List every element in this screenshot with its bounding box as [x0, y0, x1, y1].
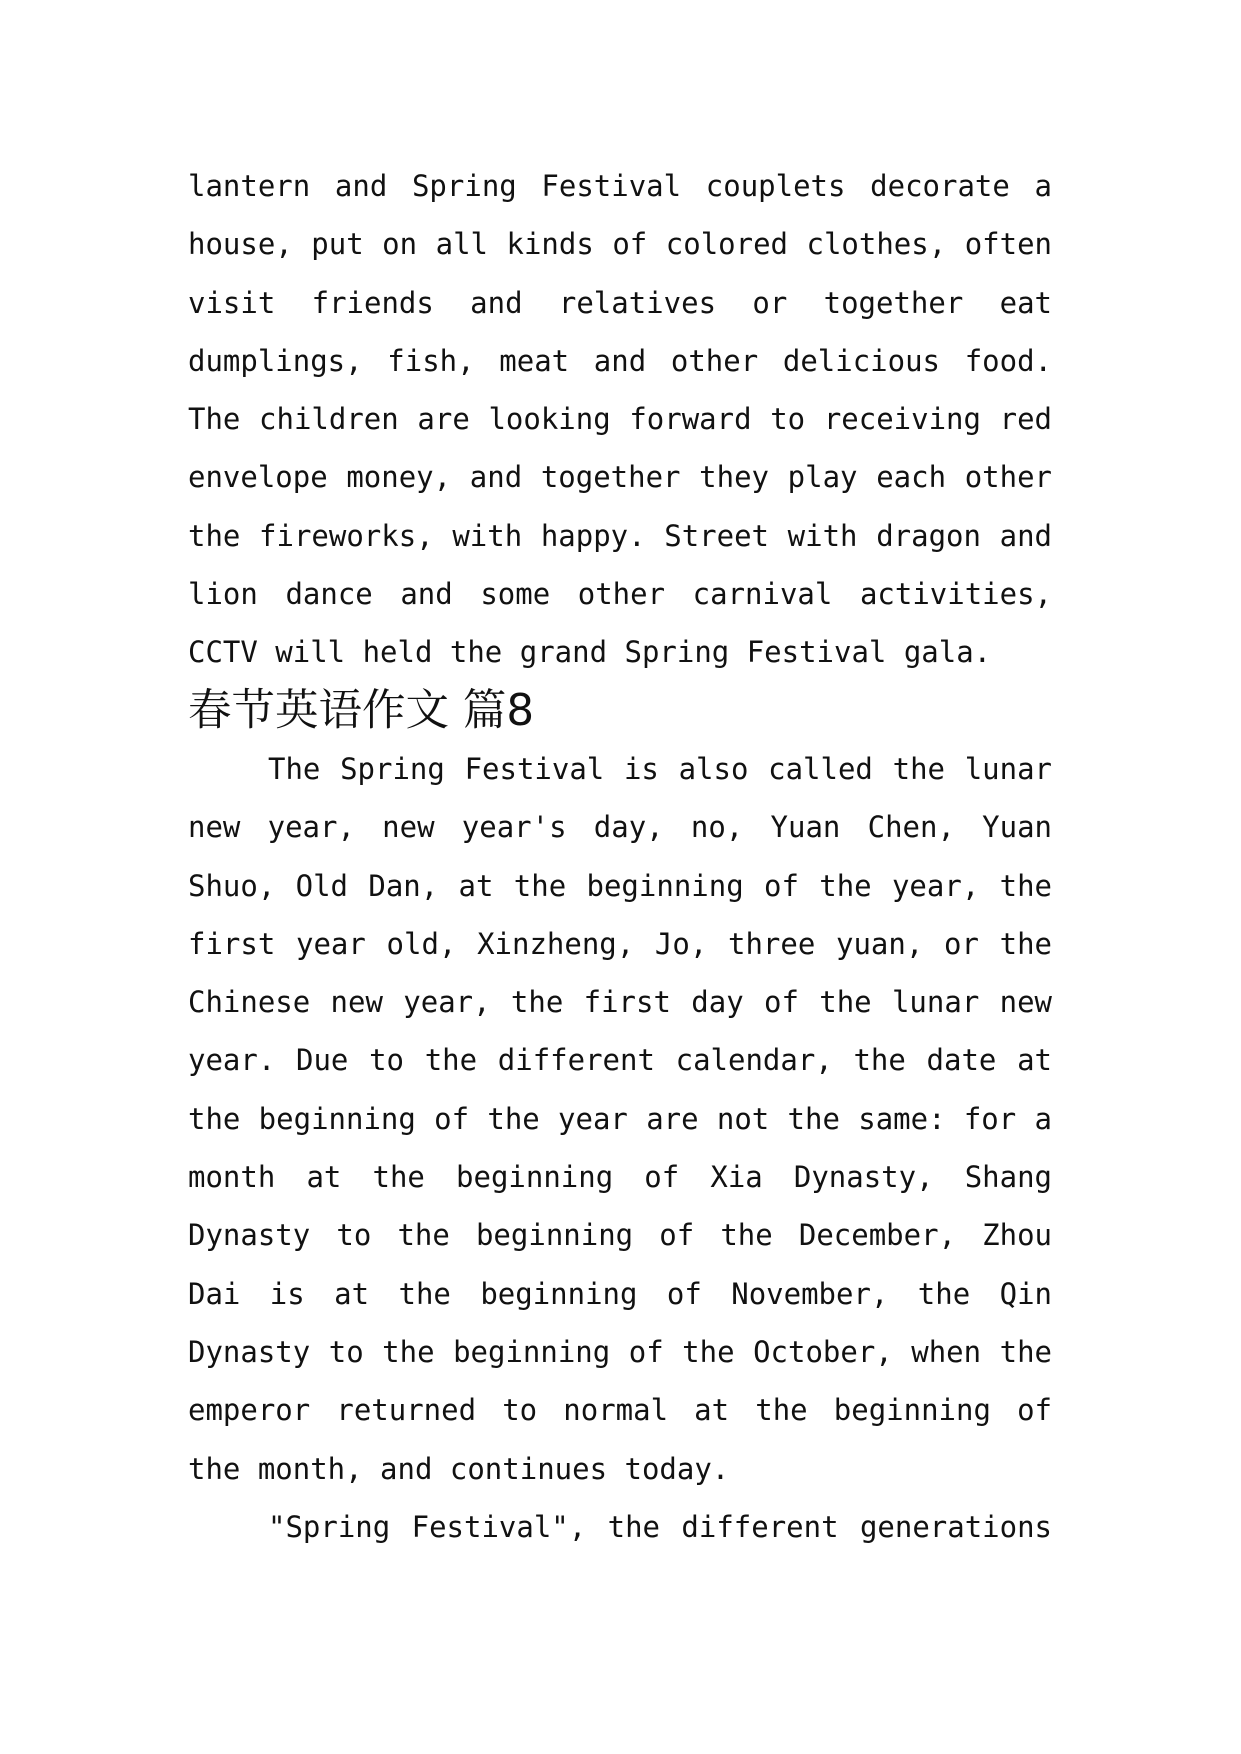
section-heading: 春节英语作文 篇8 [188, 685, 535, 736]
document-page [188, 157, 1052, 1556]
body-paragraph: lantern and Spring Festival couplets decorate a house, put on all kinds of colored clothes, often visit friends and relatives or together eat dumplings, fish, meat and other delicious food. The children are looking forward to receiving red envelope money, and together they play each other the fireworks, with happy. Street with dragon and lion dance and some other carnival activities, CCTV will held the grand Spring Festival gala. [188, 169, 1052, 670]
body-paragraph: The Spring Festival is also called the lunar new year, new year's day, no, Yuan Chen, Yuan Shuo, Old Dan, at the beginning of the year, the first year old, Xinzheng, Jo, three yuan, or the Chinese new year, the first day of the lunar new year. Due to the different calendar, the date at the beginning of the year are not the same: for a month at the beginning of Xia Dynasty, Shang Dynasty to the beginning of the December, Zhou Dai is at the beginning of November, the Qin Dynasty to the beginning of the October, when the emperor returned to normal at the beginning of the month, and continues today. [188, 751, 1052, 1486]
body-paragraph: "Spring Festival", the different generations [268, 1509, 1052, 1544]
